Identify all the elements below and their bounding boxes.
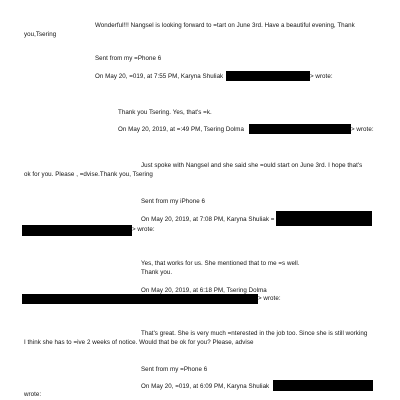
redacted-email xyxy=(226,71,310,81)
message-text: Yes, that works for us. She mentioned that to me =s well. xyxy=(141,260,300,267)
redacted-email xyxy=(273,380,373,391)
signature: Sent from my =Phone 6 xyxy=(95,55,162,62)
reply-header-suffix: > wrote: xyxy=(258,295,281,302)
redacted-email xyxy=(276,211,372,226)
signature: Sent from my =Phone 6 xyxy=(141,366,208,373)
message-text: That's great. She is very much =nterested in the job too. Since she is still working xyxy=(141,330,368,337)
message-text: ok for you. Please , =dvise.Thank you, Tsering xyxy=(24,171,153,178)
message-text: I think she has to =ive 2 weeks of notice. Would that be ok for you? Please, advise xyxy=(24,339,254,346)
reply-header: On May 20, =019, at 7:55 PM, Karyna Shuliak xyxy=(95,73,224,80)
reply-header: On May 20, 2019, at =:49 PM, Tsering Dolma xyxy=(118,126,244,133)
redacted-email xyxy=(22,294,258,304)
reply-header-suffix: > wrote: xyxy=(132,226,155,233)
signature: Sent from my iPhone 6 xyxy=(141,198,205,205)
reply-header: On May 20, 2019, at 6:18 PM, Tsering Dolma xyxy=(141,287,267,294)
redacted-email xyxy=(249,124,351,134)
reply-header-suffix: wrote: xyxy=(24,391,42,398)
redacted-email xyxy=(22,225,132,236)
message-text: Wonderful!!! Nangsel is looking forward to =tart on June 3rd. Have a beautiful evening, Thank xyxy=(95,22,355,29)
message-text: Thank you Tsering. Yes, that's =k. xyxy=(118,109,212,116)
message-text: you,Tsering xyxy=(24,31,57,38)
message-text: Just spoke with Nangsel and she said she =ould start on June 3rd. I hope that's xyxy=(141,162,363,169)
reply-header: On May 20, =019, at 6:09 PM, Karyna Shuliak xyxy=(141,383,270,390)
message-text: Thank you. xyxy=(141,269,173,276)
reply-header-suffix: > wrote: xyxy=(310,73,333,80)
reply-header-suffix: > wrote: xyxy=(351,126,374,133)
reply-header: On May 20, 2019, at 7:08 PM, Karyna Shuliak = xyxy=(141,216,275,223)
